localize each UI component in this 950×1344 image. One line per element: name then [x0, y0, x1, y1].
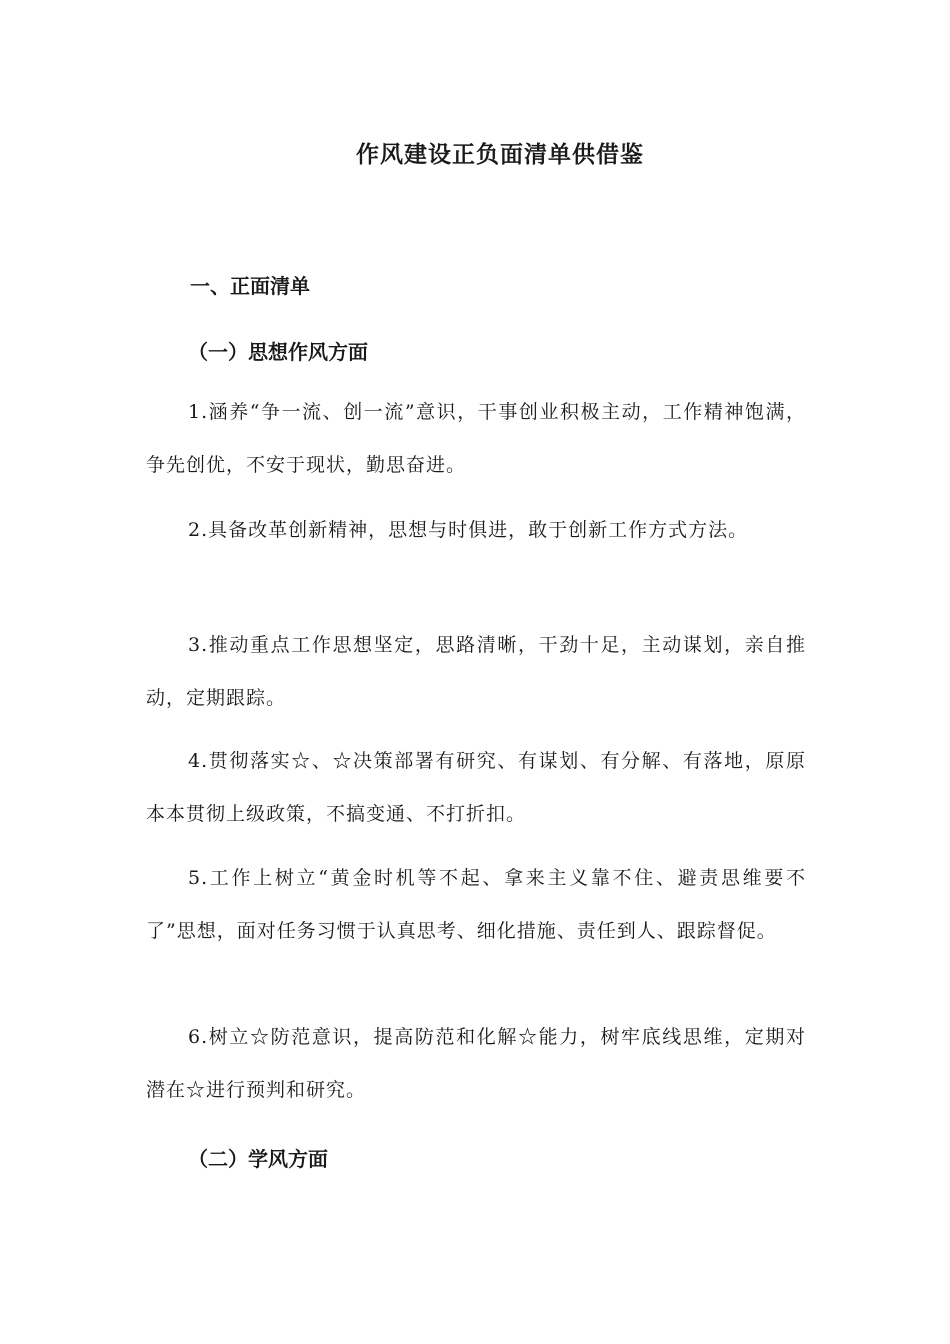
list-item: 4.贯彻落实☆、☆决策部署有研究、有谋划、有分解、有落地，原原本本贯彻上级政策，不搞变通、不打折扣。	[146, 750, 806, 825]
subsection-heading-thinking-style: （一）思想作风方面	[188, 340, 368, 364]
section-heading-positive-list: 一、正面清单	[190, 274, 310, 298]
list-item: 3.推动重点工作思想坚定，思路清晰，干劲十足，主动谋划，亲自推动，定期跟踪。	[146, 634, 806, 709]
subsection-heading-study-style: （二）学风方面	[188, 1147, 328, 1171]
list-item: 1.涵养“争一流、创一流”意识，干事创业积极主动，工作精神饱满，争先创优，不安于现状，勤思奋进。	[146, 401, 806, 476]
document-title: 作风建设正负面清单供借鉴	[356, 142, 644, 168]
list-item: 5.工作上树立“黄金时机等不起、拿来主义靠不住、避责思维要不了”思想，面对任务习惯于认真思考、细化措施、责任到人、跟踪督促。	[146, 867, 806, 942]
list-item: 2.具备改革创新精神，思想与时俱进，敢于创新工作方式方法。	[188, 519, 749, 541]
list-item: 6.树立☆防范意识，提高防范和化解☆能力，树牢底线思维，定期对潜在☆进行预判和研究。	[146, 1026, 806, 1101]
